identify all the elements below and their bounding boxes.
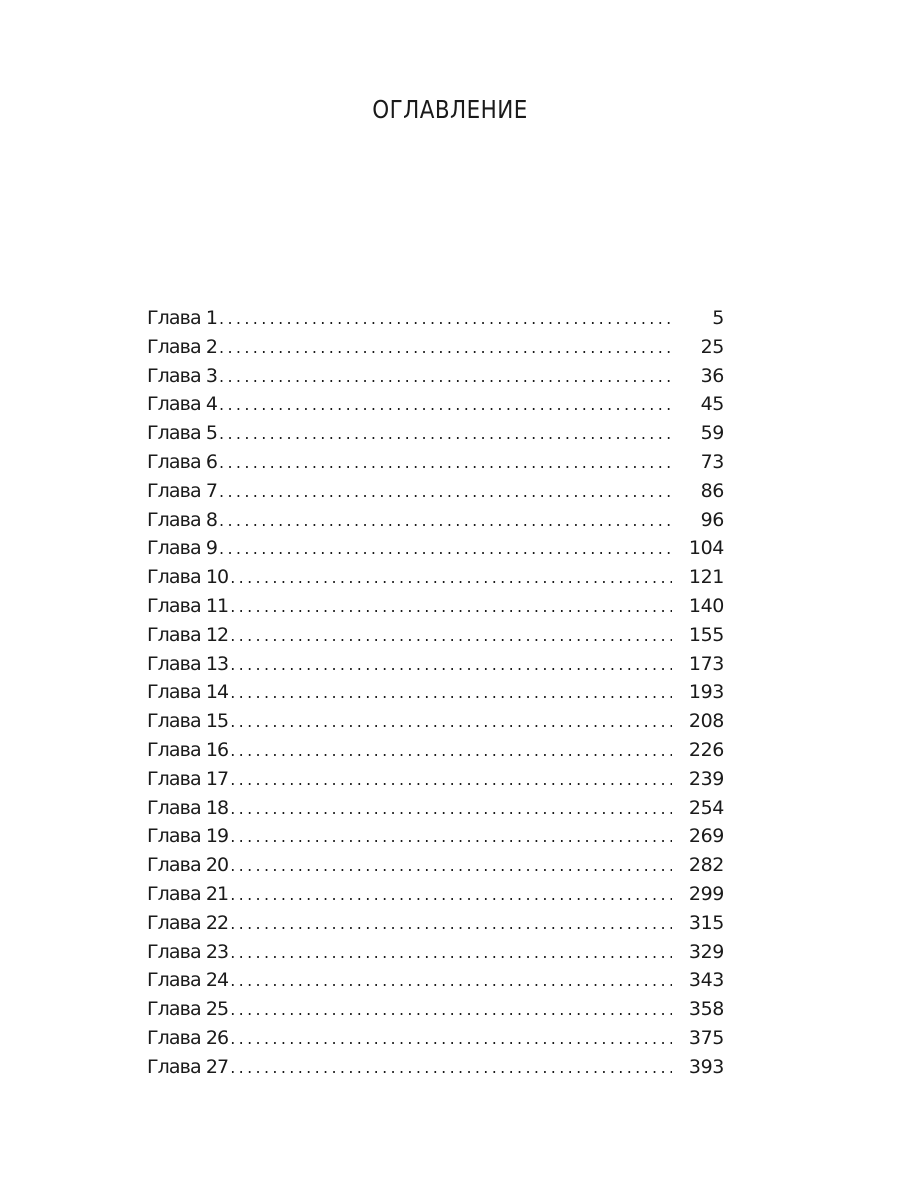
toc-entry-page-number: 315 [688,911,724,934]
dot-leader [219,535,672,564]
dot-leader [230,939,672,968]
toc-entry[interactable] [147,477,724,506]
toc-entry[interactable] [147,621,724,650]
toc-entry[interactable] [147,448,724,477]
toc-entry-page-number: 254 [688,796,724,819]
toc-entry[interactable] [147,765,724,794]
toc-entry[interactable] [147,563,724,592]
toc-entry-label: Глава 25 [147,998,229,1021]
toc-entry[interactable] [147,822,724,851]
toc-entry-page-number: 269 [688,825,724,848]
dot-leader [219,449,672,478]
dot-leader [230,737,672,766]
toc-entry[interactable] [147,592,724,621]
toc-entry-label: Глава 24 [147,969,229,992]
toc-entry-page-number: 96 [700,508,724,531]
toc-entry-page-number: 36 [700,364,724,387]
toc-entry-page-number: 173 [688,652,724,675]
toc-entry[interactable] [147,419,724,448]
toc-entry-page-number: 329 [688,940,724,963]
dot-leader [230,651,672,680]
dot-leader [230,708,672,737]
dot-leader [230,852,672,881]
dot-leader [230,1054,672,1083]
toc-entry[interactable] [147,650,724,679]
toc-entry-label: Глава 3 [147,364,218,387]
dot-leader [230,823,672,852]
toc-entry-label: Глава 6 [147,450,218,473]
toc-entry-label: Глава 4 [147,393,218,416]
dot-leader [230,881,672,910]
toc-entry-page-number: 45 [700,393,724,416]
toc-entry-page-number: 155 [688,623,724,646]
toc-entry[interactable] [147,1024,724,1053]
toc-entry-label: Глава 18 [147,796,229,819]
dot-leader [230,593,672,622]
dot-leader [219,391,672,420]
toc-entry-label: Глава 12 [147,623,229,646]
toc-entry-label: Глава 26 [147,1026,229,1049]
dot-leader [219,478,672,507]
toc-entry-label: Глава 13 [147,652,229,675]
toc-entry-label: Глава 27 [147,1055,229,1078]
toc-entry[interactable] [147,966,724,995]
dot-leader [230,679,672,708]
toc-entry-page-number: 393 [688,1055,724,1078]
dot-leader [230,766,672,795]
toc-entry-page-number: 104 [688,537,724,560]
toc-entry-page-number: 140 [688,594,724,617]
toc-entry[interactable] [147,851,724,880]
toc-entry-label: Глава 19 [147,825,229,848]
toc-entry-label: Глава 17 [147,767,229,790]
toc-entry-page-number: 226 [688,738,724,761]
toc-entry[interactable] [147,333,724,362]
toc-entry-page-number: 25 [700,335,724,358]
toc-entry[interactable] [147,938,724,967]
toc-entry-label: Глава 14 [147,681,229,704]
toc-entry[interactable] [147,678,724,707]
dot-leader [230,1025,672,1054]
dot-leader [230,564,672,593]
table-of-contents [147,304,724,1082]
dot-leader [230,967,672,996]
toc-entry[interactable] [147,506,724,535]
toc-entry-label: Глава 20 [147,854,229,877]
dot-leader [219,334,672,363]
toc-entry[interactable] [147,390,724,419]
toc-entry-page-number: 208 [688,710,724,733]
toc-entry-label: Глава 11 [147,594,229,617]
toc-entry-label: Глава 1 [147,307,218,329]
toc-entry-label: Глава 7 [147,479,218,502]
toc-entry[interactable] [147,736,724,765]
dot-leader [219,420,672,449]
toc-entry-label: Глава 8 [147,508,218,531]
toc-entry-page-number: 358 [688,998,724,1021]
toc-entry-label: Глава 16 [147,738,229,761]
toc-entry-label: Глава 10 [147,566,229,589]
toc-entry-page-number: 86 [700,479,724,502]
toc-entry[interactable] [147,909,724,938]
toc-entry-label: Глава 21 [147,882,229,905]
dot-leader [230,910,672,939]
toc-entry-label: Глава 2 [147,335,218,358]
toc-entry-label: Глава 5 [147,422,218,445]
toc-entry-label: Глава 22 [147,911,229,934]
dot-leader [230,622,672,651]
toc-entry-page-number: 282 [688,854,724,877]
toc-entry-page-number: 239 [688,767,724,790]
toc-entry[interactable] [147,362,724,391]
toc-entry[interactable] [147,534,724,563]
dot-leader [230,795,672,824]
toc-entry[interactable] [147,794,724,823]
toc-entry-page-number: 299 [688,882,724,905]
toc-entry-page-number: 193 [688,681,724,704]
toc-entry[interactable] [147,880,724,909]
toc-entry[interactable] [147,995,724,1024]
toc-entry-label: Глава 9 [147,537,218,560]
toc-entry[interactable] [147,1053,724,1082]
toc-entry-label: Глава 15 [147,710,229,733]
toc-entry-page-number: 59 [700,422,724,445]
dot-leader [219,507,672,536]
toc-entry-page-number: 73 [700,450,724,473]
page-title: ОГЛАВЛЕНИЕ [372,95,528,124]
toc-entry[interactable] [147,304,724,333]
toc-entry-page-number: 121 [688,566,724,589]
toc-entry[interactable] [147,707,724,736]
dot-leader [219,305,672,334]
toc-entry-page-number: 5 [712,307,724,329]
dot-leader [230,996,672,1025]
toc-entry-page-number: 375 [688,1026,724,1049]
toc-entry-label: Глава 23 [147,940,229,963]
dot-leader [219,363,672,392]
toc-entry-page-number: 343 [688,969,724,992]
